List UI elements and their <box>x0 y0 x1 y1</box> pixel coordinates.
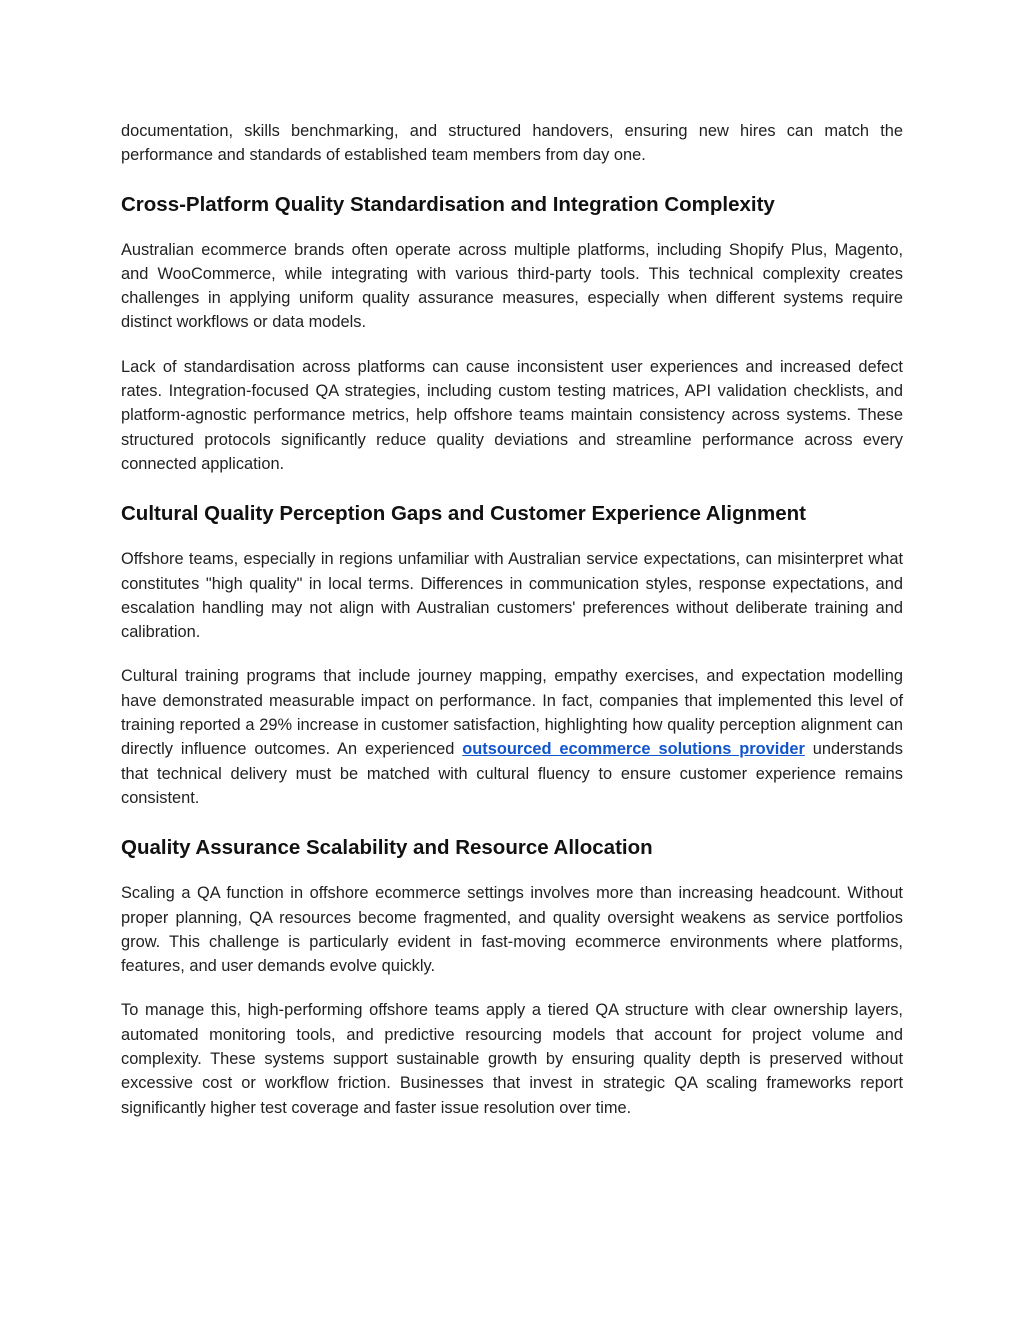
paragraph-cross-platform-1: Australian ecommerce brands often operate across multiple platforms, including Shopify Plus, Magento, and WooCommerce, while integrating with various third-party tools. This technical complexity creates challenges in applying uniform quality assurance measures, especially when different systems require distinct workflows or data models. <box>121 240 903 332</box>
outsourced-ecommerce-link[interactable]: outsourced ecommerce solutions provider <box>462 740 805 759</box>
paragraph-cross-platform-2: Lack of standardisation across platforms can cause inconsistent user experiences and increased defect rates. Integration-focused QA strategies, including custom testing matrices, API validation checklists, and platform-agnostic performance metrics, help offshore teams maintain consistency across systems. These structured protocols significantly reduce quality deviations and streamline performance across every connected application. <box>121 357 903 473</box>
heading-qa-scalability: Quality Assurance Scalability and Resource Allocation <box>121 836 653 860</box>
heading-cultural-quality: Cultural Quality Perception Gaps and Customer Experience Alignment <box>121 502 806 526</box>
heading-cross-platform: Cross-Platform Quality Standardisation and Integration Complexity <box>121 192 775 216</box>
paragraph-text-before-link: Cultural training programs that include journey mapping, empathy exercises, and expectation modelling have demonstrated measurable impact on performance. In fact, companies that implemented this level of training reported a 29% increase in customer satisfaction, highlighting how quality perception alignment can directly influence outcomes. An experienced <box>121 667 903 759</box>
paragraph-qa-scalability-1: Scaling a QA function in offshore ecommerce settings involves more than increasing headcount. Without proper planning, QA resources become fragmented, and quality oversight weakens as service portfolios grow. This challenge is particularly evident in fast-moving ecommerce environments where platforms, features, and user demands evolve quickly. <box>121 884 903 976</box>
intro-paragraph: documentation, skills benchmarking, and structured handovers, ensuring new hires can match the performance and standards of established team members from day one. <box>121 122 903 165</box>
document-page <box>121 119 903 1120</box>
paragraph-text-after-link: understands that technical delivery must be matched with cultural fluency to ensure customer experience remains consistent. <box>121 740 903 807</box>
paragraph-cultural-quality-1: Offshore teams, especially in regions unfamiliar with Australian service expectations, can misinterpret what constitutes "high quality" in local terms. Differences in communication styles, response expectations, and escalation handling may not align with Australian customers' preferences without deliberate training and calibration. <box>121 550 903 642</box>
paragraph-qa-scalability-2: To manage this, high-performing offshore teams apply a tiered QA structure with clear ownership layers, automated monitoring tools, and predictive resourcing models that account for project volume and complexity. These systems support sustainable growth by ensuring quality depth is preserved without excessive cost or workflow friction. Businesses that invest in strategic QA scaling frameworks report significantly higher test coverage and faster issue resolution over time. <box>121 1001 903 1117</box>
paragraph-cultural-quality-2 <box>121 664 903 810</box>
